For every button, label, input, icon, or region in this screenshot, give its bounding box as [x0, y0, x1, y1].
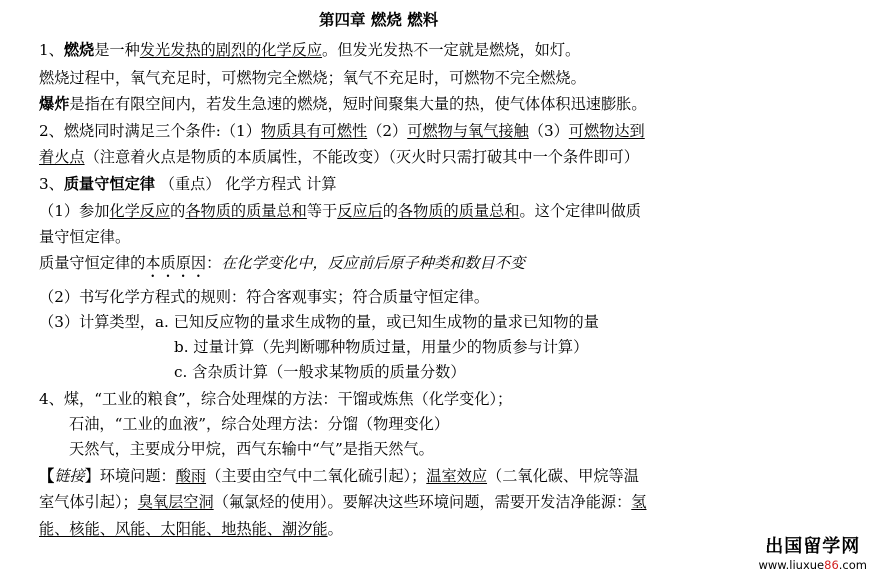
underlined-text: 着火点: [39, 148, 85, 166]
watermark: [758, 536, 867, 572]
text: 1、: [39, 41, 64, 59]
underlined-text: 发光发热的剧烈的化学反应: [139, 41, 323, 59]
watermark-url: [758, 558, 867, 572]
text: 3、: [39, 175, 64, 193]
line-6: [39, 174, 337, 194]
line-11: （3）计算类型，a. 已知反应物的量求生成物的量，或已知生成物的量求已知物的量: [39, 313, 599, 331]
underlined-text: 化学反应: [109, 202, 171, 220]
line-14: 4、煤，“工业的粮食”，综合处理煤的方法：干馏或炼焦（化学变化）；: [39, 390, 513, 408]
italic-text: 链接: [54, 467, 85, 485]
text: 是一种: [94, 41, 140, 59]
watermark-url-a: www.liuxue: [758, 558, 825, 572]
text: （注意着火点是物质的本质属性，不能改变）（灭火时只需打破其中一个条件即可）: [84, 148, 639, 166]
text: （二氧化碳、甲烷等温: [487, 467, 639, 485]
line-12: b. 过量计算（先判断哪种物质过量，用量少的物质参与计算）: [174, 338, 589, 356]
line-4: [39, 121, 645, 141]
text: 的: [170, 202, 186, 220]
underlined-text: 可燃物达到: [568, 122, 645, 140]
line-15: 石油，“工业的血液”，综合处理方法：分馏（物理变化）: [69, 415, 450, 433]
underlined-text: 各物质的质量总和: [397, 202, 520, 220]
line-19: [39, 519, 343, 539]
line-5: [39, 147, 639, 167]
line-13: c. 含杂质计算（一般求某物质的质量分数）: [174, 363, 466, 381]
term-explosion: 爆炸: [39, 95, 70, 113]
text: 。: [327, 520, 343, 538]
bracket: 【: [39, 467, 55, 485]
text: 。但发光发热不一定就是燃烧，如灯。: [322, 41, 581, 59]
text: 室气体引起）；: [39, 493, 138, 511]
watermark-url-number: 86: [824, 558, 839, 572]
line-8: 量守恒定律。: [39, 228, 131, 246]
page-title: 第四章 燃烧 燃料: [319, 11, 439, 29]
line-7: [39, 201, 641, 221]
text: （主要由空气中二氧化硫引起）；: [206, 467, 427, 485]
line-9: [39, 253, 525, 281]
italic-text: 在化学变化中，反应前后原子种类和数目不变: [221, 254, 525, 272]
watermark-title: 出国留学网: [765, 536, 861, 557]
text: （2）: [367, 122, 408, 140]
term-combustion: 燃烧: [63, 41, 95, 59]
line-3: [39, 94, 647, 114]
underlined-text: 臭氧层空洞: [137, 493, 214, 511]
text: （氟氯烃的使用）。要解决这些环境问题，需要开发洁净能源：: [213, 493, 632, 511]
text: 是指在有限空间内，若发生急速的燃烧，短时间聚集大量的热，使气体体积迅速膨胀。: [69, 95, 647, 113]
underlined-text: 可燃物与氧气接触: [407, 122, 529, 140]
underlined-text: 物质具有可燃性: [260, 122, 368, 140]
text: 。这个定律叫做质: [519, 202, 641, 220]
text: （1）参加: [39, 202, 110, 220]
underlined-text: 能、核能、风能、太阳能、地热能、潮汐能: [39, 520, 328, 538]
line-1: [39, 40, 580, 60]
text: 2、燃烧同时满足三个条件:（1）: [39, 122, 261, 140]
line-17: [39, 466, 639, 486]
watermark-url-suffix: .com: [838, 558, 867, 572]
text: （重点） 化学方程式 计算: [154, 175, 337, 193]
underlined-text: 温室效应: [426, 467, 488, 485]
text: 】环境问题：: [84, 467, 176, 485]
text: 质量守恒定律的: [39, 254, 146, 272]
line-10: （2）书写化学方程式的规则：符合客观事实；符合质量守恒定律。: [39, 288, 490, 306]
underlined-text: 各物质的质量总和: [185, 202, 307, 220]
underlined-text: 反应后: [337, 202, 383, 220]
text: 的: [382, 202, 398, 220]
term-conservation-of-mass: 质量守恒定律: [63, 175, 155, 193]
text: （3）: [528, 122, 569, 140]
line-2: 燃烧过程中，氧气充足时，可燃物完全燃烧；氧气不充足时，可燃物不完全燃烧。: [39, 69, 586, 87]
underlined-text: 酸雨: [175, 467, 207, 485]
text: 等于: [306, 202, 338, 220]
line-16: 天然气，主要成分甲烷，西气东输中“气”是指天然气。: [69, 440, 434, 458]
line-18: [39, 492, 647, 512]
text: ：: [206, 254, 222, 272]
underlined-text: 氢: [631, 493, 647, 511]
emphasis-dotted-text: 本质原因: [145, 254, 207, 272]
